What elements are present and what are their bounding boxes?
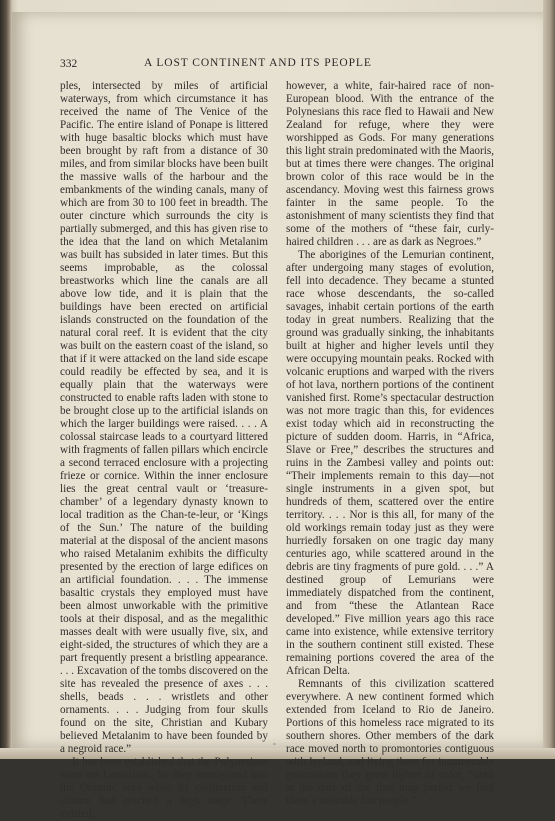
paragraph: The aborigines of the Lemurian continent, after undergoing many stages of evolution, fell into decadence. They became a stunted race whose descendants, the so-called savages, inhabit certain portions of the earth today in great numbers. Realizing that the ground was gradually sinking, the inhabitants built at higher and higher levels until they were occupying mountain peaks. Rocked with volcanic eruptions and warped with the rivers of hot lava, northern portions of the continent vanished first. Rome’s spectacular destruction was not more tragic than this, for evidences exist today which aid in reconstructing the picture of sudden doom. Harris, in “Africa, Slave or Free,” describes the structures and ruins in the Zambesi valley and points out: “Their implements remain to this day—not single instruments in a given spot, but hundreds of them, scattered over the entire territory. . . . Nor is this all, for many of the old workings remain today just as they were hurriedly forsaken on one tragic day many centuries ago, while scattered around in the debris are tiny fragments of pure gold. . . .” A destined group of Lemurians were immediately dispatched from the continent, and from “these the Atlantean Race developed.” Five million years ago this race came into existence, while extensive territory in the southern continent still existed. These remaining portions covered the area of the African Delta. [286, 249, 494, 677]
page-stack-edge [543, 0, 555, 759]
page-speck [273, 743, 276, 745]
paragraph: Remnants of this civilization scattered everywhere. A new continent formed which extended from Iceland to Rio de Janeiro. Portions of this homeless race migrated to its southern shores. Other members of the dark race moved north to promontories contiguous with Iceland, and living there for innumerable generations they grew lighter in color, “until at the date of the first map period we find them a tolerable fair people.” [286, 678, 494, 807]
left-column [60, 80, 268, 821]
paragraph: ples, intersected by miles of artificial waterways, from which circumstance it has received the name of The Venice of the Pacific. The entire island of Ponape is littered with huge basaltic blocks which must have been brought by raft from a distance of 30 miles, and from similar blocks have been built the massive walls of the harbour and the embankments of the winding canals, many of which are from 30 to 100 feet in breadth. The outer cincture which surrounds the city is partially submerged, and this has given rise to the idea that the land on which Metalanim was built has subsided in later times. But this seems improbable, as the colossal breastworks which line the canals are all above low tide, and it is plain that the buildings have been erected on artificial islands constructed on the foundation of the natural coral reef. It is evident that the city was built on the eastern coast of the island, so that if it were attacked on the land side escape could readily be effected by sea, and it is equally plain that the waterways were constructed to enable rafts laden with stone to be brought close up to the artificial islands on which the larger buildings were raised. . . . A colossal staircase leads to a courtyard littered with fragments of fallen pillars which encircle a second terraced enclosure with a projecting frieze or cornice. Within the inner enclosure lies the great central vault or ‘treasure-chamber’ of a legendary dynasty known to local tradition as the Chan-te-leur, or ‘Kings of the Sun.’ The nature of the building material at the disposal of the ancient masons who raised Metalanim exhibits the difficulty presented by the erection of large edifices on an artificial foundation. . . . The immense basaltic crystals they employed must have been almost unworkable with the primitive tools at their disposal, and as the megalithic masses dealt with were usually five, six, and eight-sided, the structures of which they are a part frequently present a bristling appearance. . . . Excavation of the tombs discovered on the site has revealed the presence of axes . . . shells, beads . . . wristlets and other ornaments. . . . Judging from four skulls found on the site, Christian and Kubary believed Metalanim to have been founded by a negroid race.” [60, 80, 268, 755]
right-column [286, 80, 494, 808]
page-number: 332 [60, 58, 78, 70]
paragraph: It has been established that the Polynesians were not Lemurians, for they immigrated into the Oceanic area when its civilization and culture had reached a high stage. There existed, [60, 756, 268, 820]
paragraph: however, a white, fair-haired race of non-European blood. With the entrance of the Polynesians this race fled to Hawaii and New Zealand for refuge, where they were worshipped as Gods. For many generations this light strain predominated with the Maoris, but at times there were changes. The original brown color of this race would be in the ascendancy. Moving west this fairness grows fainter in the same people. To the astonishment of many scientists they find that some of the mothers of “these fair, curly-haired children . . . are as dark as Negroes.” [286, 80, 494, 248]
page-header-text [60, 57, 472, 73]
running-title: A LOST CONTINENT AND ITS PEOPLE [144, 57, 372, 69]
